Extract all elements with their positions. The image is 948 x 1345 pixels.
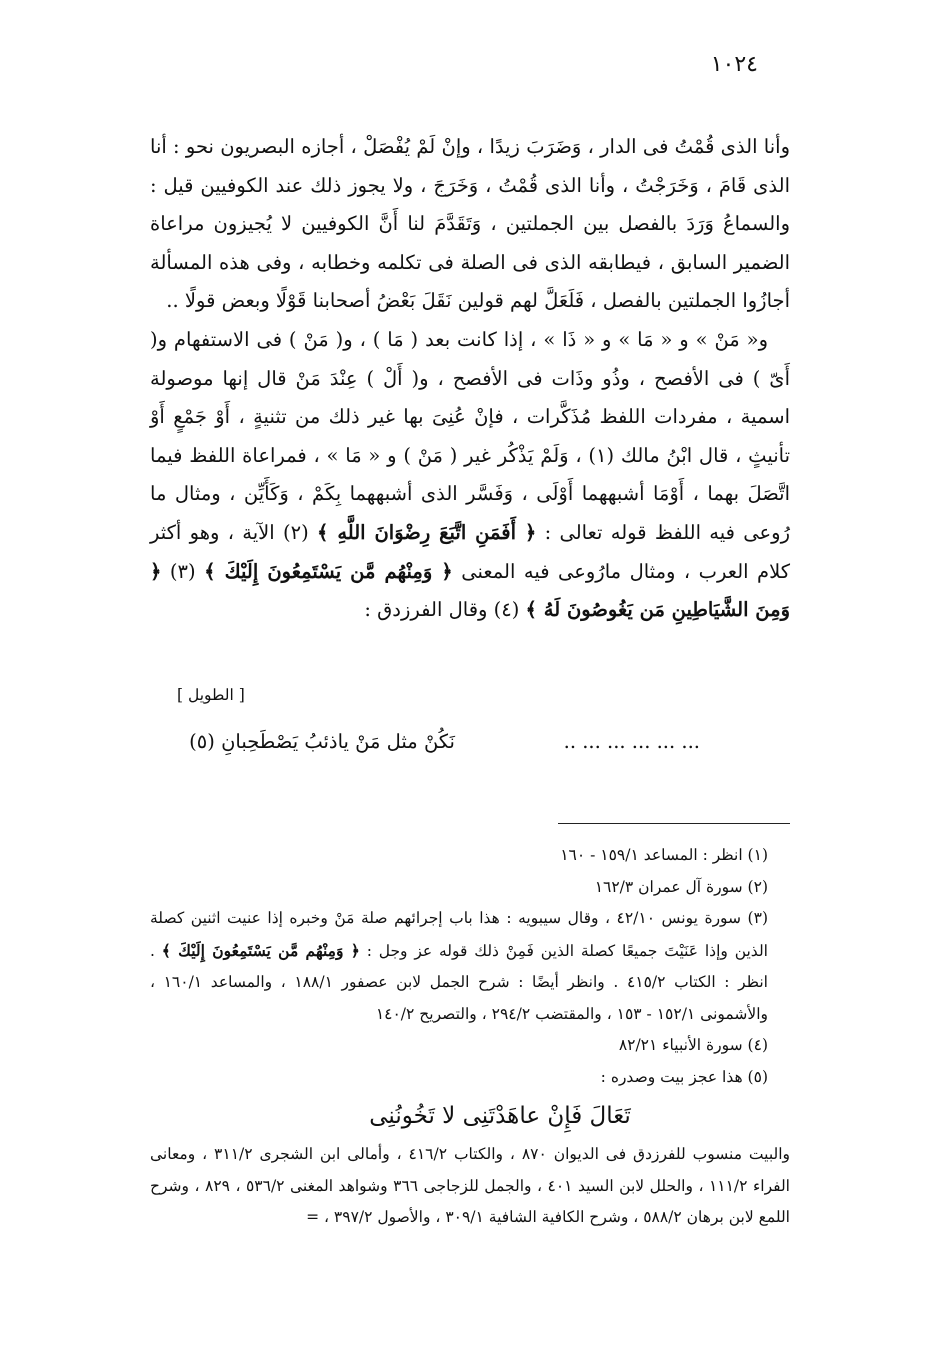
footnote-1: (١) انظر : المساعد ١٥٩/١ - ١٦٠	[560, 846, 768, 864]
footnote-3-text: (٣) سورة يونس ٤٢/١٠ ، وقال سيبويه : هذا باب إجرائهم صلة مَنْ وخبره إذا عنيت اثنين كصلة الذين وإذا عَنَيْتَ جميعًا كصلة الذين فَمِنْ ذلك قوله عز وجل :	[150, 909, 768, 960]
footnote-3-references: . انظر : الكتاب ٤١٥/٢ . وانظر أيضًا : شرح الجمل لابن عصفور ١٨٨/١ ، والمساعد ١٦٠/١ ، والأشمونى ١٥٢/١ - ١٥٣ ، والمقتضب ٢٩٤/٢ ، والتصريح ١٤٠/٢	[150, 941, 768, 1023]
footnote-5-source: والبيت منسوب للفرزدق فى الديوان ٨٧٠ ، والكتاب ٤١٦/٢ ، وأمالى ابن الشجرى ٣١١/٢ ، ومعانى الفراء ١١١/٢ ، والحلل لابن السيد ٤٠١ ، والجمل للزجاجى ٣٦٦ وشواهد المغنى ٥٣٦/٢ ، ٨٢٩ ، وشرح اللمع لابن برهان ٥٨٨/٢ ، وشرح الكافية الشافية ٣٠٩/١ ، والأصول ٣٩٧/٢ ، =	[150, 1145, 791, 1226]
page-number: ١٠٢٤	[710, 52, 758, 77]
paragraph-text-continued: (٢) الآية ، وهو أكثر كلام العرب ، ومثال مارُوعى فيه المعنى	[150, 520, 791, 583]
footnotes	[150, 840, 790, 1234]
verse-omitted-dots: .. ... ... ... ... ...	[563, 730, 700, 753]
footnote-5-verse: تَعَالَ فَإِنْ عاهَدْتَنِى لا تَخُونُنِى	[369, 1103, 631, 1129]
paragraph-pronoun-agreement	[150, 321, 790, 630]
footnote-3	[150, 903, 790, 1030]
quran-quote-3: ﴿ وَمِنَ الشَّيَاطِينِ مَن يَغُوصُونَ لَهُ ﴾	[150, 559, 790, 622]
footnote-3-quran: ﴿ وَمِنْهُم مَّن يَسْتَمِعُونَ إِلَيْكَ ﴾	[161, 940, 360, 960]
main-text	[150, 128, 790, 630]
footnote-2: (٢) سورة آل عمران ١٦٢/٣	[594, 877, 768, 896]
paragraph-relative-clause: وأنا الذى قُمْتُ فى الدار ، وَضَرَبَ زيدًا ، وإنْ لَمْ يُفْصَلْ ، أجازه البصريون نحو : أنا الذى قَامَ ، وَخَرَجْتُ ، وأنا الذى قُمْتُ ، وَخَرَجَ ، ولا يجوز ذلك عند الكوفيين قيل : والسماعُ وَرَدَ بالفصل بين الجملتين ، وَتَقَدَّمَ لنا أَنَّ الكوفيين لا يُجيزون مراعاة الضمير السابق ، فيطابقه الذى فى الصلة فى تكلمه وخطابه ، وفى هذه المسألة أجازُوا الجملتين بالفصل ، فَلَعَلَّ لهم قولين نَقَلَ بَعْضُ أصحابنا قَوْلًا وبعض قولًا ..	[150, 135, 790, 313]
footnote-4: (٤) سورة الأنبياء ٨٢/٢١	[618, 1036, 768, 1054]
footnote-divider	[558, 823, 790, 824]
paragraph-text: و« مَنْ » و « مَا » و « ذَا » ، إذا كانت بعد ( مَا ) ، و( مَنْ ) فى الاستفهام و( أَىّ ) فى الأفصح ، وذُو وذَات فى الأفصح ، و( أَلْ ) عِنْدَ مَنْ قال إنها موصولة اسمية ، مفردات اللفظ مُذَكَّرات ، فإنْ عُنِىَ بها غير ذلك من تثنيةٍ ، أَوْ جَمْعٍ أَوْ تأنيثٍ ، قال ابْنُ مالك (١) ، وَلَمْ يَذْكُر غير ( مَنْ ) و « مَا » ، فمراعاة اللفظ فيما اتَّصَلَ بهما ، أَوْمَا أشبههما أَوْلَى ، وَفَسَّر الذى أشبههما بِكَمْ ، وَكَأَيِّن ، ومثال ما رُوعى فيه اللفظ قوله تعالى :	[150, 327, 790, 544]
quran-quote-1: ﴿ أَفَمَنِ اتَّبَعَ رِضْوَانَ اللَّهِ ﴾	[317, 520, 537, 544]
verse-meter-label: [ الطويل ]	[177, 686, 245, 704]
quran-quote-2: ﴿ وَمِنْهُم مَّن يَسْتَمِعُونَ إِلَيْكَ ﴾	[204, 559, 453, 583]
paragraph-text-end: (٤) وقال الفرزدق :	[364, 598, 520, 622]
footnote-5: (٥) هذا عجز بيت وصدره :	[600, 1067, 768, 1086]
footnote-ref-3: (٣)	[169, 559, 196, 583]
verse-hemistich: نَكُنْ مثل مَنْ ياذئبُ يَصْطَحِبانِ (٥)	[189, 730, 455, 753]
